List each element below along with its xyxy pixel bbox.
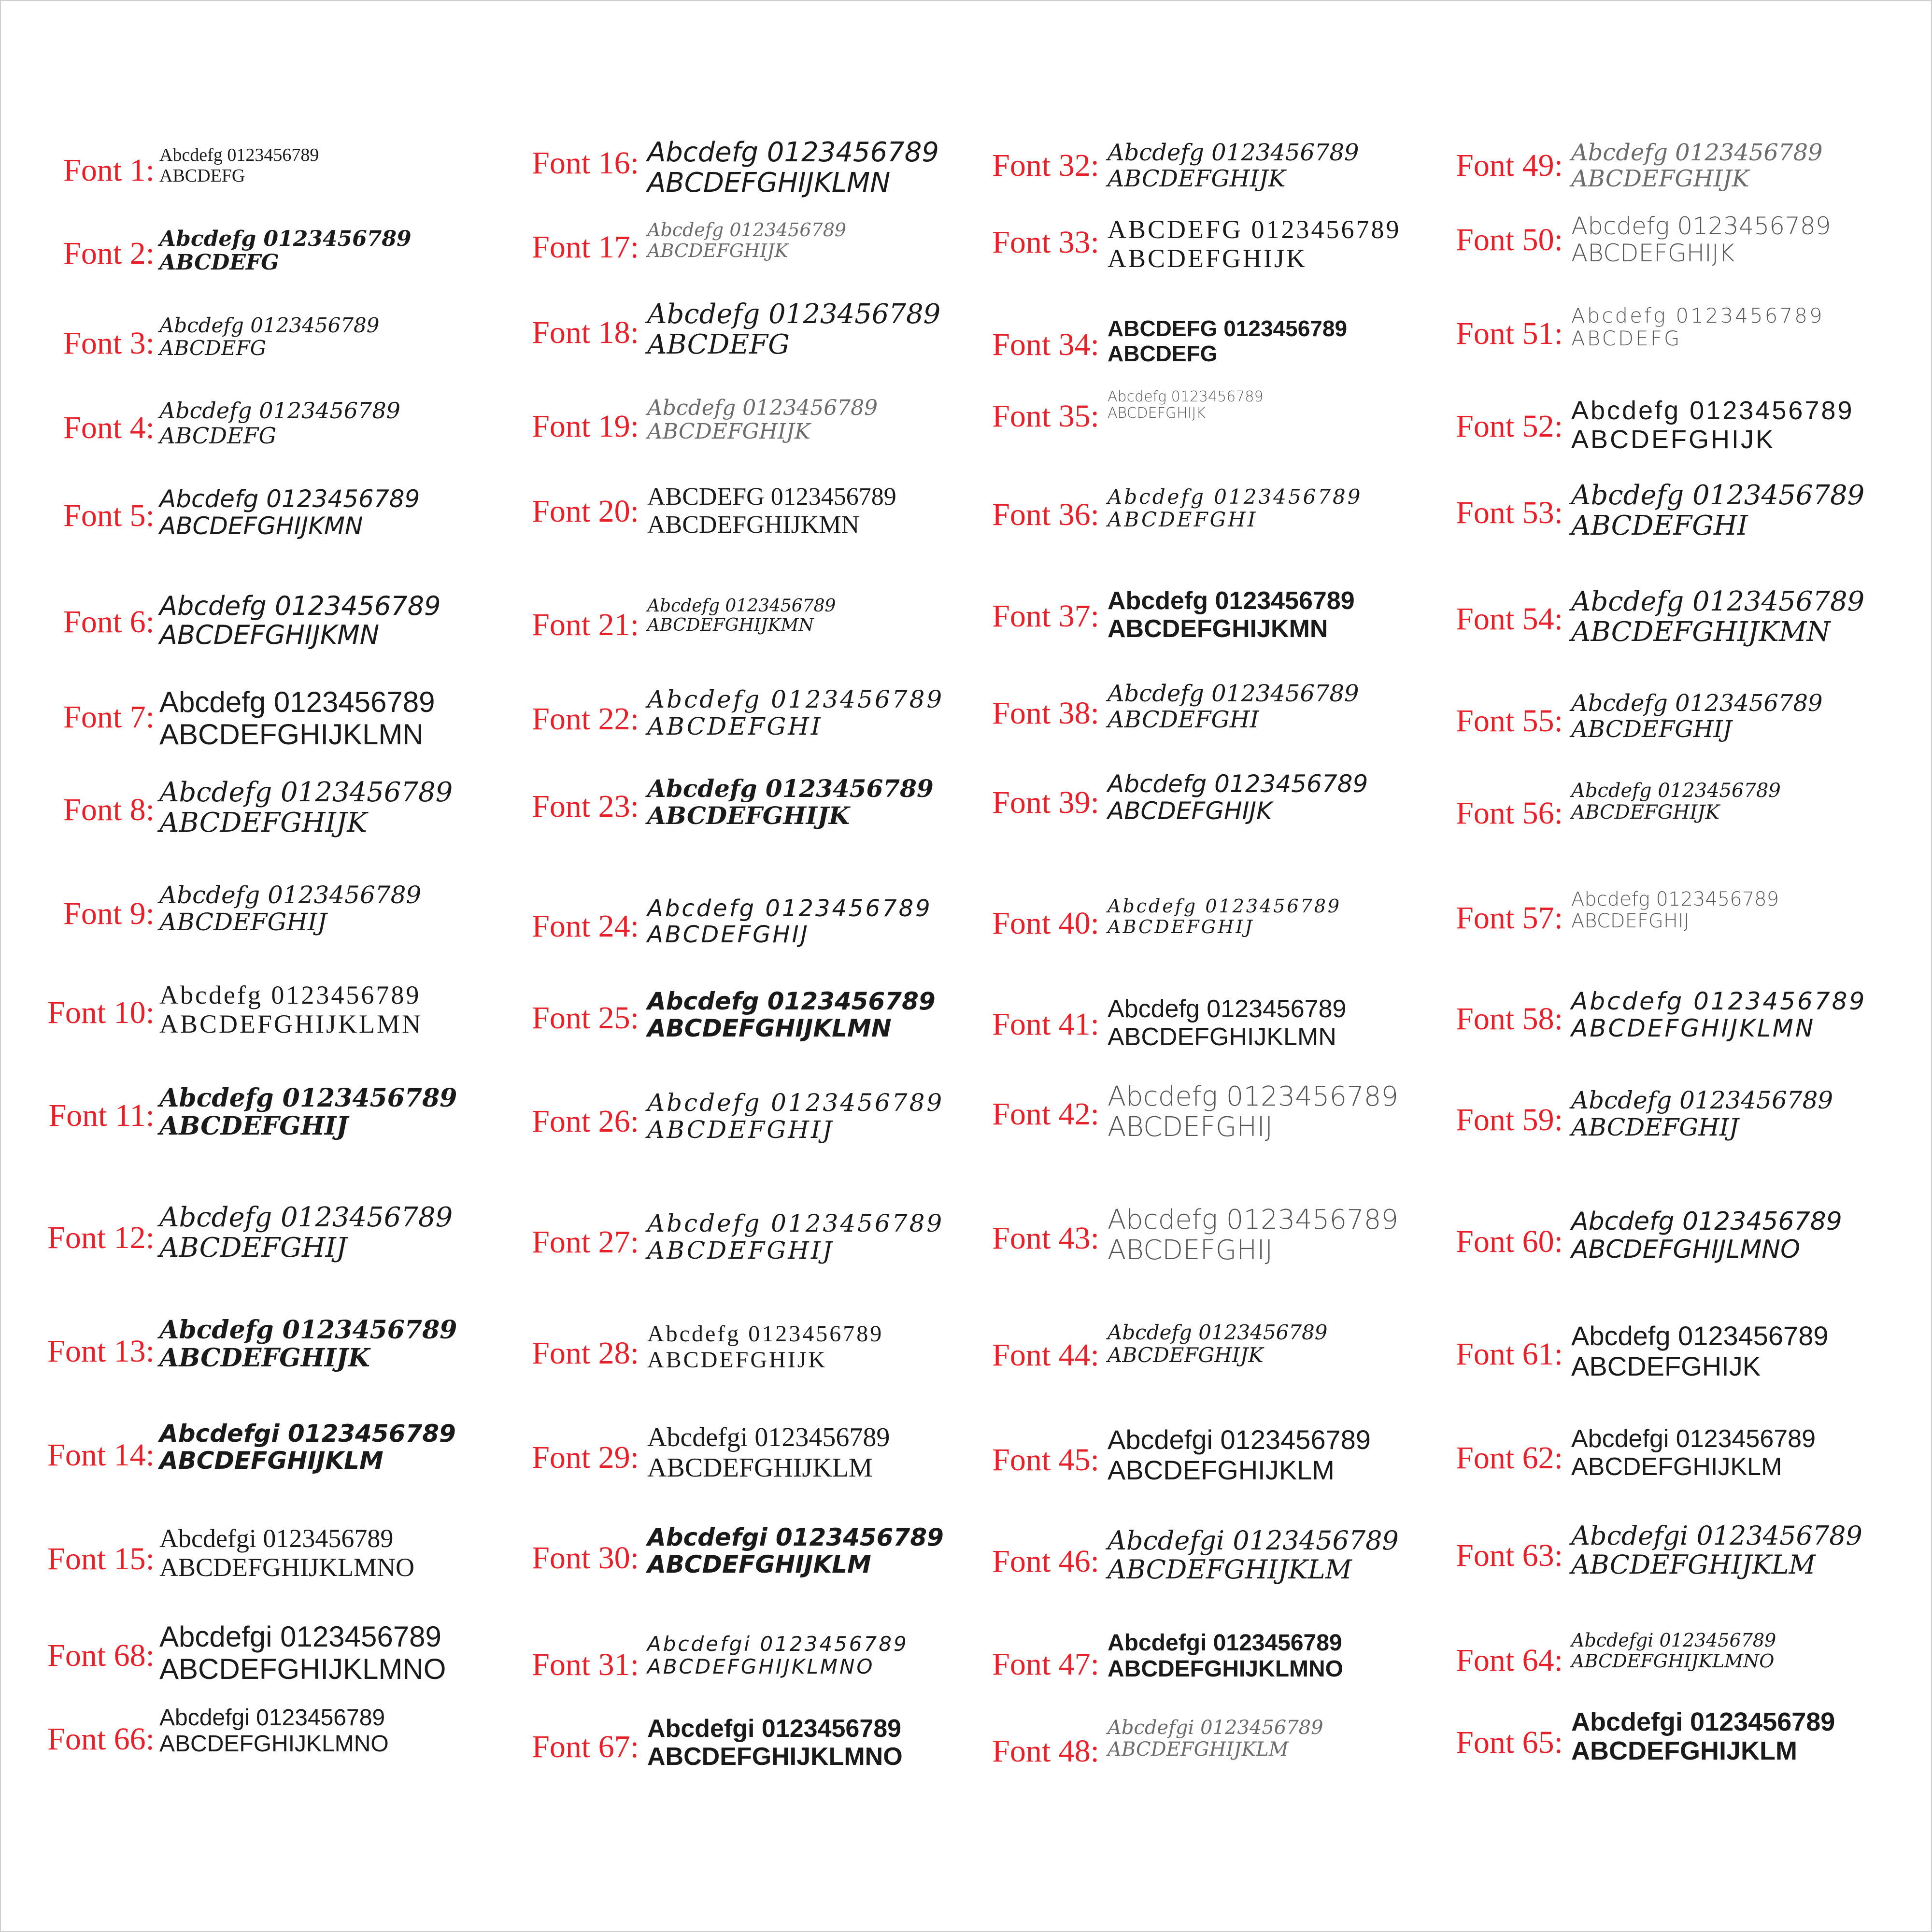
sample-line-uppercase: ABCDEFGHIJKLMN — [159, 718, 424, 751]
sample-line-uppercase: ABCDEFGHIJKLMN — [1571, 1014, 1816, 1042]
sample-line-lowercase: Abcdefg 0123456789 — [647, 137, 939, 168]
font-label: Font 8: — [63, 792, 155, 827]
font-label: Font 3: — [63, 326, 155, 361]
font-sample — [1108, 389, 1264, 421]
sample-line-uppercase: ABCDEFGHI — [1571, 510, 1748, 541]
sample-line-lowercase: Abcdefg 0123456789 — [1108, 388, 1264, 405]
sample-line-uppercase: ABCDEFGHIJ — [647, 1116, 834, 1144]
sample-line-uppercase: ABCDEFGHI — [1108, 508, 1258, 532]
font-label: Font 18: — [532, 315, 639, 350]
font-sample — [647, 396, 878, 444]
sample-line-lowercase: Abcdefg 0123456789 — [1108, 680, 1359, 707]
font-sample — [1108, 1082, 1398, 1142]
sample-line-uppercase: ABCDEFGHIJK — [647, 240, 788, 261]
sample-line-lowercase: ABCDEFG 0123456789 — [647, 483, 896, 511]
font-label: Font 63: — [1456, 1538, 1563, 1573]
font-sample — [1108, 215, 1401, 273]
sample-line-lowercase: Abcdefg 0123456789 — [1571, 1207, 1842, 1236]
font-label: Font 21: — [532, 607, 639, 642]
sample-line-lowercase: Abcdefgi 0123456789 — [647, 1523, 944, 1551]
sample-line-uppercase: ABCDEFG — [1571, 327, 1682, 351]
sample-line-uppercase: ABCDEFGHIJK — [159, 807, 368, 838]
font-label: Font 55: — [1456, 703, 1563, 739]
sample-line-uppercase: ABCDEFG — [159, 165, 245, 186]
font-sample — [1108, 1205, 1398, 1265]
font-label: Font 36: — [992, 497, 1099, 532]
font-label: Font 64: — [1456, 1643, 1563, 1678]
font-label: Font 50: — [1456, 222, 1563, 257]
font-sample — [1571, 1630, 1776, 1671]
font-sample — [647, 220, 846, 261]
font-sample — [159, 398, 400, 448]
sample-line-lowercase: Abcdefgi 0123456789 — [1108, 1424, 1371, 1455]
sample-line-uppercase: ABCDEFGHIJKMN — [1571, 616, 1831, 648]
sample-line-uppercase: ABCDEFGHIJ — [1571, 715, 1732, 743]
font-sample — [647, 1422, 890, 1483]
font-sample — [647, 1524, 944, 1578]
font-label: Font 57: — [1456, 900, 1563, 936]
sample-line-lowercase: Abcdefg 0123456789 — [1108, 485, 1363, 509]
font-sample — [1108, 681, 1359, 733]
sample-line-uppercase: ABCDEFGHIJKLMN — [1108, 1023, 1336, 1051]
font-sample — [1571, 587, 1864, 647]
sample-line-lowercase: Abcdefgi 0123456789 — [647, 1632, 909, 1656]
font-label: Font 49: — [1456, 148, 1563, 183]
font-sample — [1571, 1087, 1833, 1141]
sample-line-uppercase: ABCDEFGHIJKMN — [647, 511, 860, 539]
font-label: Font 7: — [63, 699, 155, 735]
font-label: Font 60: — [1456, 1224, 1563, 1259]
font-sample — [1571, 889, 1779, 932]
sample-line-lowercase: Abcdefg 0123456789 — [1108, 895, 1342, 917]
font-label: Font 40: — [992, 906, 1099, 941]
font-label: Font 66: — [47, 1721, 155, 1757]
font-label: Font 2: — [63, 236, 155, 271]
font-label: Font 17: — [532, 229, 639, 265]
font-label: Font 35: — [992, 398, 1099, 434]
sample-line-lowercase: Abcdefg 0123456789 — [1571, 586, 1865, 617]
font-sample — [1108, 770, 1368, 824]
sample-line-uppercase: ABCDEFGHIJK — [1571, 801, 1720, 824]
sample-line-uppercase: ABCDEFGHIJKLMN — [159, 1009, 423, 1039]
sample-line-uppercase: ABCDEFGHIJ — [159, 1232, 347, 1264]
font-label: Font 14: — [47, 1437, 155, 1473]
font-label: Font 46: — [992, 1544, 1099, 1579]
font-sample — [1108, 1425, 1371, 1485]
font-sample — [1571, 1425, 1816, 1481]
font-label: Font 16: — [532, 145, 639, 181]
font-sample — [1108, 587, 1355, 643]
font-label: Font 1: — [63, 153, 155, 188]
sample-line-uppercase: ABCDEFGHIJKLMNO — [159, 1653, 446, 1686]
font-sample — [647, 138, 939, 198]
font-column — [1409, 0, 1873, 1932]
font-label: Font 33: — [992, 225, 1099, 260]
font-sample — [1571, 1521, 1862, 1580]
sample-line-lowercase: Abcdefg 0123456789 — [159, 485, 420, 513]
sample-line-lowercase: Abcdefg 0123456789 — [647, 596, 836, 616]
font-sample — [647, 1633, 909, 1678]
font-label: Font 68: — [47, 1638, 155, 1673]
font-sample — [159, 1316, 457, 1372]
sample-line-uppercase: ABCDEFGHIJK — [647, 1347, 827, 1373]
sample-line-lowercase: Abcdefg 0123456789 — [159, 145, 319, 165]
font-label: Font 10: — [47, 995, 155, 1030]
sample-line-lowercase: Abcdefg 0123456789 — [647, 219, 847, 241]
font-sample — [159, 778, 453, 838]
sample-line-uppercase: ABCDEFGHIJK — [1571, 239, 1735, 267]
sample-line-uppercase: ABCDEFGHIJK — [159, 1343, 370, 1373]
sample-line-lowercase: Abcdefg 0123456789 — [159, 1083, 457, 1113]
sample-line-uppercase: ABCDEFGHIJK — [1571, 165, 1749, 192]
sample-line-uppercase: ABCDEFGHIJKLMN — [647, 1014, 892, 1042]
sample-line-uppercase: ABCDEFGHIJKLMNO — [647, 1655, 875, 1679]
sample-line-uppercase: ABCDEFGHIJKLMNO — [647, 1743, 903, 1771]
sample-line-lowercase: Abcdefg 0123456789 — [1108, 1204, 1399, 1236]
sample-line-lowercase: Abcdefg 0123456789 — [647, 1321, 884, 1347]
sample-line-lowercase: ABCDEFG 0123456789 — [1108, 215, 1401, 244]
sample-line-lowercase: Abcdefg 0123456789 — [1571, 1321, 1829, 1351]
sample-line-lowercase: Abcdefg 0123456789 — [159, 227, 412, 251]
font-sample — [1108, 1526, 1399, 1585]
font-label: Font 43: — [992, 1221, 1099, 1256]
sample-line-uppercase: ABCDEFGHIJK — [1108, 244, 1307, 273]
sample-line-uppercase: ABCDEFGHIJKLM — [1571, 1736, 1797, 1766]
font-sample — [1571, 988, 1866, 1042]
font-sample — [647, 686, 944, 740]
sample-line-lowercase: Abcdefg 0123456789 — [159, 686, 435, 718]
font-label: Font 12: — [47, 1220, 155, 1255]
sample-line-uppercase: ABCDEFGHIJKLM — [647, 1452, 873, 1483]
font-sample — [1571, 691, 1823, 743]
font-label: Font 47: — [992, 1647, 1099, 1682]
font-label: Font 45: — [992, 1442, 1099, 1477]
font-sample — [647, 896, 932, 948]
sample-line-uppercase: ABCDEFGHIJKMN — [647, 615, 814, 636]
font-label: Font 26: — [532, 1104, 639, 1139]
font-sample — [1571, 780, 1781, 824]
font-label: Font 25: — [532, 1000, 639, 1036]
font-sample — [1108, 316, 1347, 366]
font-label: Font 62: — [1456, 1440, 1563, 1476]
font-sample — [647, 597, 836, 636]
sample-line-uppercase: ABCDEFGHIJKLM — [647, 1550, 871, 1578]
font-label: Font 22: — [532, 701, 639, 737]
sample-line-lowercase: Abcdefg 0123456789 — [647, 1209, 944, 1237]
sample-line-lowercase: Abcdefg 0123456789 — [647, 895, 932, 922]
font-sample — [647, 299, 940, 360]
sample-line-lowercase: Abcdefg 0123456789 — [1571, 480, 1865, 511]
sample-line-uppercase: ABCDEFG — [159, 250, 279, 275]
sample-line-lowercase: Abcdefgi 0123456789 — [159, 1705, 385, 1731]
sample-line-uppercase: ABCDEFGHIJ — [647, 921, 810, 948]
sample-line-lowercase: Abcdefg 0123456789 — [1571, 304, 1824, 327]
font-sample — [647, 1321, 883, 1373]
font-sample — [1571, 1321, 1829, 1381]
sample-line-lowercase: Abcdefg 0123456789 — [647, 298, 941, 330]
sample-line-uppercase: ABCDEFGHIJKMN — [159, 512, 363, 540]
sample-line-uppercase: ABCDEFGHIJKLMN — [647, 167, 891, 199]
font-label: Font 51: — [1456, 316, 1563, 351]
sample-line-lowercase: Abcdefg 0123456789 — [647, 685, 944, 713]
sample-line-uppercase: ABCDEFGHIJ — [159, 908, 327, 936]
font-label: Font 65: — [1456, 1725, 1563, 1760]
sample-line-uppercase: ABCDEFGHIJLMNO — [1571, 1235, 1801, 1264]
sample-line-uppercase: ABCDEFGHIJKLM — [1108, 1738, 1289, 1761]
sample-line-uppercase: ABCDEFGHIJKLM — [1571, 1453, 1782, 1481]
sample-line-lowercase: Abcdefg 0123456789 — [1571, 888, 1779, 910]
sample-line-lowercase: Abcdefg 0123456789 — [647, 774, 934, 803]
sample-line-uppercase: ABCDEFGHIJK — [647, 801, 850, 830]
font-sample — [159, 1084, 457, 1140]
font-sample — [1571, 304, 1824, 350]
font-label: Font 53: — [1456, 495, 1563, 530]
font-label: Font 29: — [532, 1440, 639, 1475]
font-sample — [647, 483, 896, 539]
font-sample — [159, 1420, 456, 1474]
font-sample — [1571, 1707, 1835, 1766]
sample-line-lowercase: Abcdefg 0123456789 — [1571, 139, 1823, 166]
font-label: Font 15: — [47, 1541, 155, 1577]
sample-line-lowercase: Abcdefg 0123456789 — [159, 777, 453, 808]
sample-line-lowercase: Abcdefgi 0123456789 — [1108, 1717, 1323, 1739]
font-label: Font 41: — [992, 1007, 1099, 1042]
sample-line-uppercase: ABCDEFGHI — [1108, 706, 1259, 733]
font-label: Font 61: — [1456, 1336, 1563, 1372]
font-sample — [647, 1715, 903, 1771]
sample-line-lowercase: Abcdefgi 0123456789 — [159, 1620, 441, 1653]
font-sample — [1108, 995, 1346, 1051]
font-sample — [1108, 1321, 1327, 1366]
font-sample — [1571, 140, 1823, 192]
sample-line-uppercase: ABCDEFGHIJK — [647, 419, 810, 444]
sample-line-uppercase: ABCDEFGHIJ — [1108, 1234, 1273, 1266]
font-label: Font 4: — [63, 410, 155, 445]
font-label: Font 39: — [992, 785, 1099, 820]
sample-line-uppercase: ABCDEFGHIJ — [647, 1236, 834, 1264]
sample-line-lowercase: Abcdefg 0123456789 — [1571, 780, 1781, 802]
font-label: Font 38: — [992, 696, 1099, 731]
font-column — [0, 0, 464, 1932]
font-sample — [1108, 140, 1359, 192]
font-label: Font 31: — [532, 1647, 639, 1682]
font-sample — [159, 1524, 414, 1582]
sample-line-uppercase: ABCDEFGHIJK — [1571, 425, 1776, 455]
sample-line-lowercase: Abcdefg 0123456789 — [159, 398, 400, 424]
sample-line-lowercase: Abcdefgi 0123456789 — [1571, 1630, 1776, 1651]
sample-line-uppercase: ABCDEFGHIJKLM — [159, 1447, 384, 1475]
font-sample — [159, 145, 319, 186]
sample-line-uppercase: ABCDEFGHIJ — [159, 1111, 348, 1141]
font-sample — [159, 1705, 389, 1757]
font-label: Font 32: — [992, 148, 1099, 183]
sample-line-uppercase: ABCDEFGHIJK — [1108, 404, 1206, 422]
font-sample — [647, 1210, 944, 1264]
font-label: Font 27: — [532, 1224, 639, 1260]
sample-line-lowercase: Abcdefgi 0123456789 — [647, 1422, 890, 1452]
font-sample — [647, 1089, 944, 1143]
sample-line-lowercase: Abcdefgi 0123456789 — [159, 1420, 456, 1448]
font-label: Font 28: — [532, 1335, 639, 1371]
sample-line-uppercase: ABCDEFGHIJKLMNO — [1571, 1650, 1775, 1672]
sample-line-uppercase: ABCDEFG — [159, 336, 267, 360]
sample-line-lowercase: Abcdefg 0123456789 — [1571, 396, 1854, 425]
sample-line-uppercase: ABCDEFGHIJK — [1108, 797, 1272, 825]
sample-line-uppercase: ABCDEFGHI — [647, 712, 823, 740]
sample-line-uppercase: ABCDEFGHIJ — [1108, 916, 1254, 938]
sample-line-uppercase: ABCDEFGHIJK — [1108, 165, 1286, 192]
sample-line-lowercase: Abcdefg 0123456789 — [1571, 1086, 1833, 1114]
font-label: Font 9: — [63, 896, 155, 931]
font-sample — [159, 1620, 446, 1685]
sample-line-lowercase: Abcdefgi 0123456789 — [1108, 1525, 1399, 1556]
font-label: Font 24: — [532, 909, 639, 944]
font-sample — [1108, 896, 1341, 937]
font-label: Font 11: — [48, 1098, 155, 1133]
sample-line-lowercase: Abcdefgi 0123456789 — [159, 1524, 394, 1553]
font-sample — [159, 592, 440, 650]
sample-line-lowercase: Abcdefg 0123456789 — [1571, 212, 1831, 240]
font-label: Font 23: — [532, 789, 639, 824]
sample-line-lowercase: Abcdefg 0123456789 — [1108, 1081, 1399, 1112]
sample-line-lowercase: Abcdefg 0123456789 — [159, 980, 421, 1009]
font-label: Font 19: — [532, 409, 639, 444]
font-label: Font 52: — [1456, 409, 1563, 444]
font-sample — [1108, 485, 1362, 531]
sample-line-lowercase: Abcdefgi 0123456789 — [1571, 1520, 1862, 1551]
font-label: Font 5: — [63, 498, 155, 533]
sample-line-lowercase: Abcdefg 0123456789 — [1108, 770, 1368, 798]
font-label: Font 58: — [1456, 1001, 1563, 1037]
font-sample — [1571, 396, 1854, 455]
font-label: Font 20: — [532, 494, 639, 529]
sample-line-uppercase: ABCDEFG — [1108, 341, 1218, 366]
sample-line-uppercase: ABCDEFG — [159, 422, 277, 449]
font-sample — [647, 775, 934, 829]
font-label: Font 67: — [532, 1729, 639, 1764]
sample-line-lowercase: Abcdefg 0123456789 — [1571, 987, 1867, 1015]
sample-line-lowercase: Abcdefg 0123456789 — [1108, 995, 1347, 1023]
font-sample — [159, 980, 423, 1039]
font-column — [946, 0, 1409, 1932]
sample-line-uppercase: ABCDEFGHIJK — [1571, 1350, 1761, 1381]
sample-line-uppercase: ABCDEFGHIJKLMNO — [1108, 1656, 1343, 1682]
font-sample — [159, 314, 379, 359]
font-sample — [159, 686, 435, 751]
font-sample — [1571, 213, 1831, 267]
sample-line-lowercase: ABCDEFG 0123456789 — [1108, 316, 1348, 341]
sample-line-uppercase: ABCDEFG — [647, 328, 790, 360]
sample-line-lowercase: Abcdefg 0123456789 — [159, 313, 380, 337]
font-label: Font 30: — [532, 1540, 639, 1576]
sample-line-lowercase: Abcdefg 0123456789 — [159, 1315, 457, 1345]
sample-line-uppercase: ABCDEFGHIJKLMNO — [159, 1731, 389, 1757]
sample-line-lowercase: Abcdefg 0123456789 — [1108, 587, 1355, 615]
font-label: Font 37: — [992, 598, 1099, 634]
sample-line-lowercase: Abcdefgi 0123456789 — [1108, 1630, 1342, 1656]
font-sample — [159, 485, 420, 540]
font-label: Font 34: — [992, 327, 1099, 362]
sample-line-uppercase: ABCDEFGHIJ — [1571, 909, 1690, 932]
font-sample — [647, 988, 936, 1042]
sample-line-uppercase: ABCDEFGHIJKMN — [159, 620, 380, 651]
font-sample — [1108, 1630, 1343, 1682]
font-column — [485, 0, 949, 1932]
font-label: Font 42: — [992, 1096, 1099, 1132]
font-label: Font 54: — [1456, 601, 1563, 637]
font-label: Font 44: — [992, 1337, 1099, 1373]
sample-line-lowercase: Abcdefgi 0123456789 — [1571, 1425, 1816, 1453]
font-label: Font 48: — [992, 1733, 1099, 1769]
font-sample — [159, 881, 421, 936]
font-sample — [1108, 1717, 1323, 1761]
sample-line-lowercase: Abcdefg 0123456789 — [159, 881, 422, 909]
font-sample — [1571, 1208, 1842, 1264]
sample-line-lowercase: Abcdefg 0123456789 — [159, 1202, 453, 1233]
sample-line-lowercase: Abcdefg 0123456789 — [647, 987, 936, 1015]
sample-line-lowercase: Abcdefgi 0123456789 — [1571, 1707, 1835, 1736]
sample-line-uppercase: ABCDEFGHIJKLM — [1108, 1554, 1352, 1585]
sample-line-uppercase: ABCDEFGHIJKLM — [1571, 1549, 1816, 1580]
sample-line-lowercase: Abcdefgi 0123456789 — [647, 1715, 902, 1743]
sample-line-uppercase: ABCDEFGHIJKMN — [1108, 615, 1328, 643]
font-label: Font 59: — [1456, 1102, 1563, 1137]
sample-line-uppercase: ABCDEFGHIJKLM — [1108, 1454, 1335, 1485]
font-label: Font 6: — [63, 604, 155, 639]
sample-line-lowercase: Abcdefg 0123456789 — [159, 591, 441, 621]
sample-line-lowercase: Abcdefg 0123456789 — [647, 1089, 944, 1117]
sample-line-uppercase: ABCDEFGHIJK — [1108, 1343, 1264, 1367]
sample-line-uppercase: ABCDEFGHIJKLMNO — [159, 1553, 415, 1582]
sample-line-lowercase: Abcdefg 0123456789 — [1108, 1321, 1328, 1344]
font-sample — [159, 227, 412, 275]
font-sample — [1571, 481, 1864, 541]
sample-line-lowercase: Abcdefg 0123456789 — [1108, 139, 1359, 166]
font-label: Font 13: — [47, 1334, 155, 1369]
font-sample — [159, 1203, 453, 1263]
sample-line-lowercase: Abcdefg 0123456789 — [1571, 690, 1823, 717]
font-label: Font 56: — [1456, 796, 1563, 831]
sample-line-uppercase: ABCDEFGHIJ — [1571, 1113, 1739, 1141]
sample-line-lowercase: Abcdefg 0123456789 — [647, 396, 878, 420]
sample-line-uppercase: ABCDEFGHIJ — [1108, 1111, 1273, 1143]
